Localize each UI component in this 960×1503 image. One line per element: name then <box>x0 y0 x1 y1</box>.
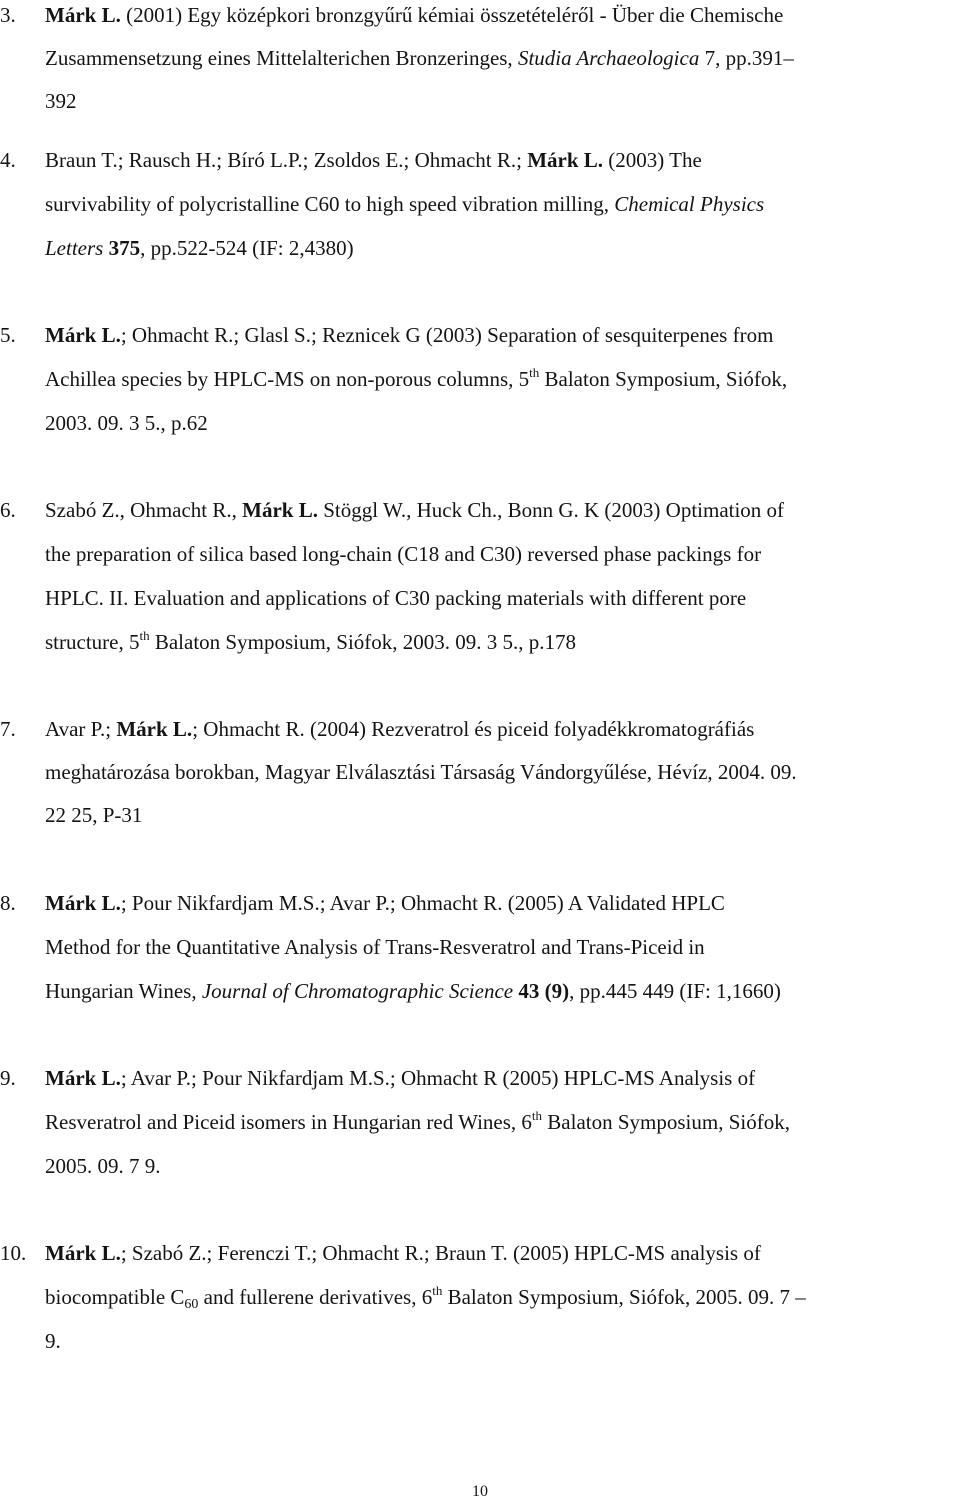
italic-text: Chemical Physics <box>614 192 765 216</box>
reference-number: 10. <box>0 1241 27 1265</box>
italic-text: Letters <box>45 236 104 260</box>
reference-number: 3. <box>0 3 16 27</box>
bold-text: Márk L. <box>45 891 121 915</box>
reference-line <box>45 1275 957 1319</box>
text-run: (2001) Egy középkori bronzgyűrű kémiai összetételéről - Über die Chemische <box>120 3 784 27</box>
text-run: Balaton Symposium, Siófok, 2003. 09. 3 5., p.178 <box>149 630 577 654</box>
reference-line <box>45 0 957 37</box>
text-run: ; Ohmacht R. (2004) Rezveratrol és piceid folyadékkromatográfiás <box>192 717 755 741</box>
reference-number: 6. <box>0 498 16 522</box>
reference-line <box>45 707 957 751</box>
superscript-text: th <box>531 1108 543 1123</box>
reference-number: 8. <box>0 891 16 915</box>
text-run: (2003) The <box>603 148 702 172</box>
reference-line <box>45 401 957 445</box>
reference-line <box>45 357 957 401</box>
text-run: structure, 5 <box>45 630 140 654</box>
reference-number: 5. <box>0 323 16 347</box>
reference-line <box>45 488 957 532</box>
bold-text: 375 <box>108 236 141 260</box>
text-run: Achillea species by HPLC-MS on non-porous columns, 5 <box>45 367 530 391</box>
reference-line <box>45 138 957 182</box>
text-run: , pp.522-524 (IF: 2,4380) <box>140 236 354 260</box>
text-run: Method for the Quantitative Analysis of Trans-Resveratrol and Trans-Piceid in <box>45 935 705 959</box>
reference-line <box>45 620 957 664</box>
text-run: Braun T.; Rausch H.; Bíró L.P.; Zsoldos E.; Ohmacht R.; <box>45 148 528 172</box>
bold-text: Márk L. <box>45 323 121 347</box>
text-run: survivability of polycristalline C60 to high speed vibration milling, <box>45 192 615 216</box>
text-run: Zusammensetzung eines Mittelalterichen Bronzeringes, <box>45 46 518 70</box>
bold-text: Márk L. <box>45 1241 121 1265</box>
superscript-text: th <box>139 628 150 643</box>
reference-line <box>45 313 957 357</box>
page-number: 10 <box>472 1483 488 1500</box>
superscript-text: th <box>529 365 540 380</box>
superscript-text: th <box>432 1283 443 1298</box>
reference-line <box>45 750 957 794</box>
text-run: the preparation of silica based long-chain (C18 and C30) reversed phase packings for <box>45 542 762 566</box>
italic-text: Journal of Chromatographic Science <box>201 979 514 1003</box>
reference-line <box>45 1319 957 1363</box>
text-run: ; Szabó Z.; Ferenczi T.; Ohmacht R.; Braun T. (2005) HPLC-MS analysis of <box>120 1241 761 1265</box>
text-run: 2003. 09. 3 5., p.62 <box>45 411 208 435</box>
bold-text: Márk L. <box>116 717 193 741</box>
text-run: Resveratrol and Piceid isomers in Hungarian red Wines, 6 <box>45 1110 532 1134</box>
reference-line <box>45 532 957 576</box>
text-run: HPLC. II. Evaluation and applications of C30 packing materials with different pore <box>45 586 747 610</box>
text-run: 22 25, P-31 <box>45 803 143 827</box>
reference-line <box>45 226 957 270</box>
text-run: 2005. 09. 7 9. <box>45 1154 161 1178</box>
bold-text: Márk L. <box>45 3 121 27</box>
reference-line <box>45 969 957 1013</box>
text-run: and fullerene derivatives, 6 <box>198 1285 433 1309</box>
text-run: 7, pp.391– <box>699 46 794 70</box>
text-run: Balaton Symposium, Siófok, <box>542 1110 790 1134</box>
reference-line <box>45 925 957 969</box>
reference-number: 4. <box>0 148 16 172</box>
text-run: 9. <box>45 1329 61 1353</box>
reference-line <box>45 182 957 226</box>
text-run: Stöggl W., Huck Ch., Bonn G. K (2003) Optimation of <box>317 498 785 522</box>
text-run: biocompatible C <box>45 1285 185 1309</box>
bold-text: Márk L. <box>527 148 604 172</box>
subscript-text: 60 <box>184 1297 199 1312</box>
text-run: ; Ohmacht R.; Glasl S.; Reznicek G (2003) Separation of sesquiterpenes from <box>120 323 774 347</box>
text-run: ; Pour Nikfardjam M.S.; Avar P.; Ohmacht R. (2005) A Validated HPLC <box>120 891 725 915</box>
text-run: Hungarian Wines, <box>45 979 202 1003</box>
italic-text: Studia Archaeologica <box>517 46 700 70</box>
text-run: ; Avar P.; Pour Nikfardjam M.S.; Ohmacht R (2005) HPLC-MS Analysis of <box>120 1066 756 1090</box>
bold-text: 43 (9) <box>518 979 570 1003</box>
text-run: meghatározása borokban, Magyar Elválasztási Társaság Vándorgyűlése, Hévíz, 2004. 09. <box>45 760 797 784</box>
reference-line <box>45 1100 957 1144</box>
text-run: Szabó Z., Ohmacht R., <box>45 498 243 522</box>
reference-line <box>45 1144 957 1188</box>
reference-line <box>45 793 957 837</box>
reference-line <box>45 36 957 80</box>
bold-text: Márk L. <box>45 1066 121 1090</box>
text-run: 392 <box>45 89 77 113</box>
text-run: Balaton Symposium, Siófok, <box>539 367 788 391</box>
reference-number: 7. <box>0 717 16 741</box>
text-run: , pp.445 449 (IF: 1,1660) <box>569 979 781 1003</box>
reference-line <box>45 576 957 620</box>
bold-text: Márk L. <box>242 498 318 522</box>
reference-line <box>45 1231 957 1275</box>
text-run: Balaton Symposium, Siófok, 2005. 09. 7 – <box>442 1285 806 1309</box>
reference-line <box>45 881 957 925</box>
reference-line <box>45 79 957 123</box>
reference-line <box>45 1056 957 1100</box>
text-run: Avar P.; <box>45 717 117 741</box>
reference-number: 9. <box>0 1066 16 1090</box>
